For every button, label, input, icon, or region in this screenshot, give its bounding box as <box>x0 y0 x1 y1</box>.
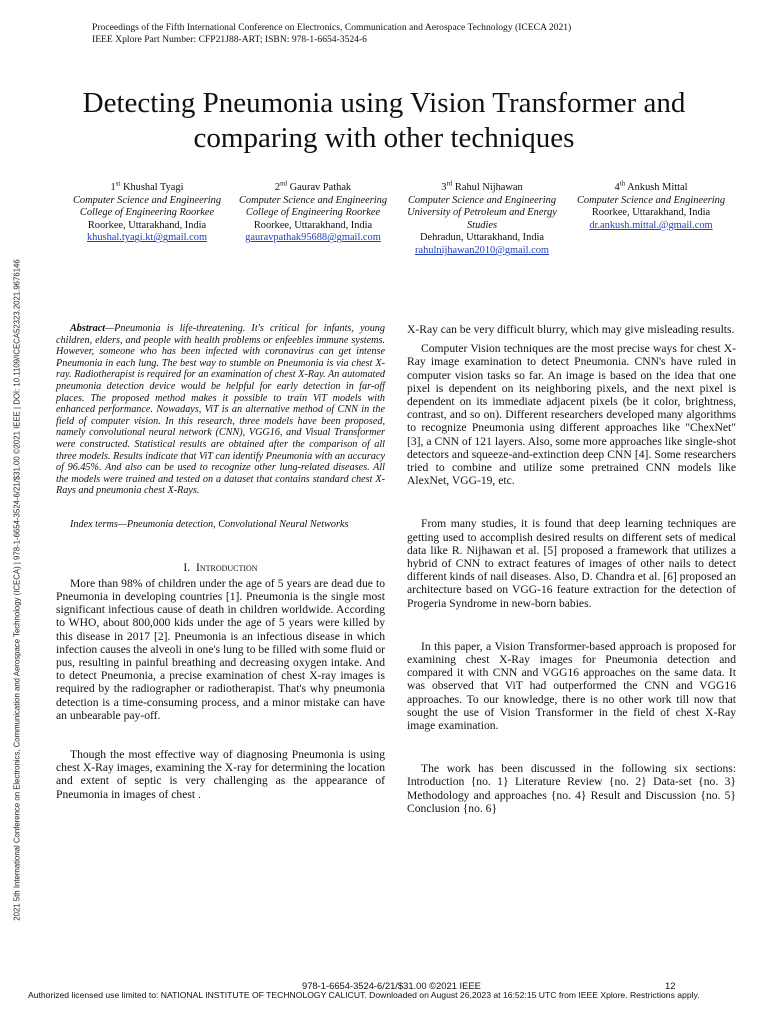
right-column <box>407 323 736 815</box>
author-location: Roorkee, Uttarakhand, India <box>253 219 373 231</box>
license-notice: Authorized licensed use limited to: NATIONAL INSTITUTE OF TECHNOLOGY CALICUT. Downloaded on August 26,2023 at 16:52:15 UTC from IEEE Xplore. Restrictions apply. <box>28 990 700 1000</box>
author-name: 3rd Rahul Nijhawan <box>441 179 523 193</box>
author-block-4 <box>566 179 736 232</box>
index-terms: Index terms—Pneumonia detection, Convolutional Neural Networks <box>70 518 349 530</box>
abstract-text: —Pneumonia is life-threatening. It's critical for infants, young children, elders, and people with health problems or enfeebles immune systems. However, someone who has been infected with coronavirus can get intense Pneumonia in each lung. The best way to stumble on Pneumonia is via chest X-ray. Radiotherapist is required for an examination of chest X-Ray. An automated pneumonia detection device would be helpful for early detection in far-off places. The proposed method makes it possible to train ViT models with enhanced performance. Nowadays, ViT is an alternative method of CNN in the field of computer vision. In this research, three models have been proposed, namely convolutional neural network (CNN), VGG16, and Visual Transformer were constructed. Statistical results are obtained after the comparison of all three models. Results indicate that ViT can identify Pneumonia with an accuracy of 96.45%. And also can be used to recognize other lung-related diseases. All the models were trained and tested on a dataset that contains standard chest X-Rays and pneumonia chest X-Rays. <box>56 323 385 497</box>
author-org: College of Engineering Roorkee <box>79 207 215 219</box>
author-email-link[interactable]: dr.ankush.mittal.@gmail.com <box>589 219 713 231</box>
author-block-3 <box>397 179 567 258</box>
paper-title <box>40 86 728 156</box>
author-email-link[interactable]: gauravpathak95688@gmail.com <box>245 232 381 244</box>
author-dept: Computer Science and Engineering <box>238 194 388 206</box>
left-column <box>56 323 385 801</box>
author-dept: Computer Science and Engineering <box>72 194 222 206</box>
author-org: University of Petroleum and Energy Studies <box>407 207 557 231</box>
title-line-2: comparing with other techniques <box>193 122 575 154</box>
author-org: College of Engineering Roorkee <box>245 207 381 219</box>
author-location: Dehradun, Uttarakhand, India <box>419 232 545 244</box>
intro-paragraph-2: Though the most effective way of diagnosing Pneumonia is using chest X-Ray images, examining the X-ray for determining the location and extent of septic is very challenging as the appearance of Pneumonia in images of chest . <box>56 747 385 801</box>
author-dept: Computer Science and Engineering <box>576 194 726 206</box>
page-number: 12 <box>665 980 676 991</box>
right-paragraph-1: X-Ray can be very difficult blurry, which may give misleading results. <box>407 323 735 336</box>
author-name: 2nd Gaurav Pathak <box>274 179 352 193</box>
author-location: Roorkee, Uttarakhand, India <box>591 207 711 219</box>
right-paragraph-2: Computer Vision techniques are the most precise ways for chest X-Ray image examination to detect Pneumonia. CNN's have ruled in computer vision tasks so far. An image is based on the idea that one pixel is dependent on its neighboring pixels, and the next pixel is dependent on its immediate adjacent pixels (be it color, brightness, contrast, and so on). Different researchers developed many algorithms to recognize Pneumonia using different approaches like "ChexNet" [3], a CNN of 121 layers. Also, some more approaches like single-shot detectors and squeeze-and-extinction deep CNN [4]. Some researchers tried to combine and utilize some pretrained CNN models like AlexNet, VGG-19, etc. <box>407 342 736 488</box>
author-block-1 <box>62 179 232 245</box>
author-name: 1st Khushal Tyagi <box>110 179 184 193</box>
section-heading-introduction: I. Introduction <box>183 560 258 574</box>
header-line-1: Proceedings of the Fifth International Conference on Electronics, Communication and Aerospace Technology (ICECA 2021) <box>92 22 572 33</box>
title-line-1: Detecting Pneumonia using Vision Transformer and <box>82 87 686 119</box>
author-dept: Computer Science and Engineering <box>407 194 557 206</box>
side-citation-strip <box>5 200 29 980</box>
right-paragraph-4: In this paper, a Vision Transformer-based approach is proposed for examining chest X-Ray images for Pneumonia detection and compared it with CNN and VGG16 approaches on the same data. It was observed that ViT had outperformed the CNN and VGG16 approaches. To our knowledge, there is no other work till now that sought the use of Vision Transformer in the field of chest X-Ray image examination. <box>407 639 736 733</box>
side-citation-text: 2021 5th International Conference on Electronics, Communication and Aerospace Technology (ICECA) | 978-1-6654-3524-6/21/$31.00 ©2021 IEEE | DOI: 10.1109/ICECA52323.2021.9676146 <box>12 259 22 921</box>
conference-header <box>92 22 692 46</box>
author-location: Roorkee, Uttarakhand, India <box>87 219 207 231</box>
intro-paragraph-1: More than 98% of children under the age of 5 years are dead due to Pneumonia in developing countries [1]. Pneumonia is the single most significant infectious cause of death in children worldwide. According to WHO, about 800,000 kids under the age of 5 years were killed by this disease in 2017 [2]. Pneumonia is an infectious disease in which infection causes the alveoli in one's lung to be filled with some fluid or pus, resulting in painful breathing and decreasing oxygen intake. And to detect Pneumonia, a precise examination of chest X-ray images is required by the radiographer or radiotherapist. That's why pneumonia detection is a time-consuming process, and a minor mistake can have an unbearable pay-off. <box>56 576 385 722</box>
author-block-2 <box>228 179 398 245</box>
abstract-label: Abstract <box>70 323 106 334</box>
author-email-link[interactable]: khushal.tyagi.kt@gmail.com <box>86 232 208 244</box>
header-line-2: IEEE Xplore Part Number: CFP21J88-ART; ISBN: 978-1-6654-3524-6 <box>92 34 367 45</box>
abstract <box>56 323 385 497</box>
footer-copyright: 978-1-6654-3524-6/21/$31.00 ©2021 IEEE <box>302 980 481 991</box>
right-paragraph-3: From many studies, it is found that deep learning techniques are getting used to accomplish desired results on different sets of medical data like R. Nijhawan et al. [5] proposed a framework that utilizes a hybrid of CNN to extract features of images of other nails to detect different kinds of nail diseases. Also, D. Chandra et al. [6] proposed an architecture based on VGG-16 feature extraction for the detection of Progeria Syndrome in new-born babies. <box>407 517 736 610</box>
author-email-link[interactable]: rahulnijhawan2010@gmail.com <box>415 244 549 256</box>
author-name: 4th Ankush Mittal <box>614 179 688 193</box>
right-paragraph-5: The work has been discussed in the following six sections: Introduction {no. 1} Literature Review {no. 2} Data-set {no. 3} Methodology and approaches {no. 4} Result and Discussion {no. 5} Conclusion {no. 6} <box>407 762 736 815</box>
